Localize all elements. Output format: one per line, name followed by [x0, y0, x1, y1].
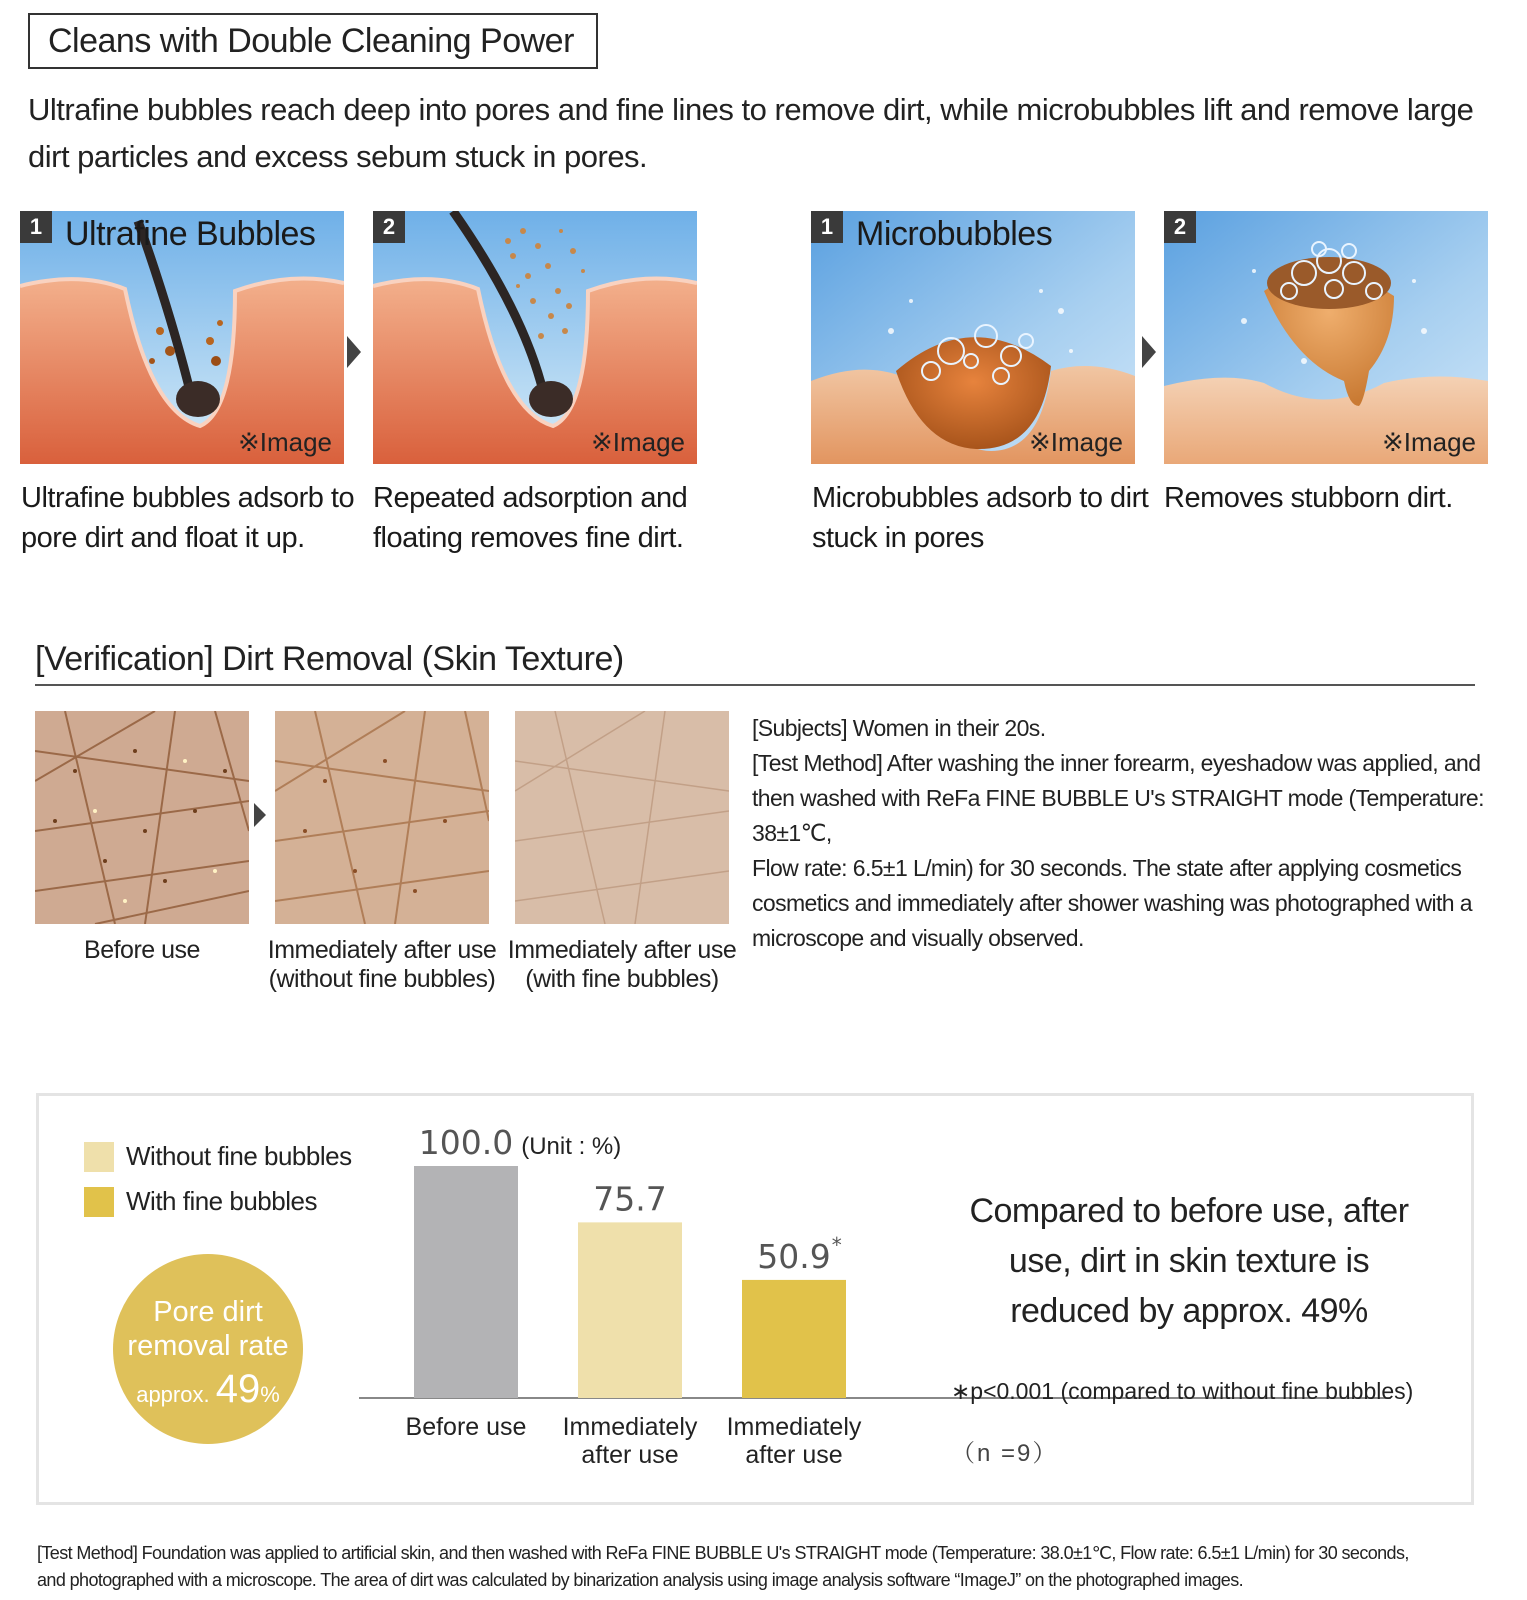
x-tick-label: after use: [745, 1441, 843, 1469]
texture-with-caption: [507, 936, 737, 994]
x-tick-label: Before use: [405, 1413, 527, 1441]
caption-line: Repeated adsorption and: [373, 482, 688, 514]
caption-line: Ultrafine bubbles adsorb to: [21, 482, 355, 514]
microbubble-step1-caption: [812, 478, 1148, 558]
method-line: microscope and visually observed.: [752, 925, 1084, 951]
footnote-line: and photographed with a microscope. The area of dirt was calculated by binarization analysis using image analysis software “ImageJ” on the photographed images.: [37, 1570, 1244, 1590]
bar: [414, 1166, 518, 1398]
divider: [35, 684, 1475, 686]
x-tick-label: Immediately: [726, 1413, 862, 1441]
texture-before-image: [35, 711, 249, 924]
image-note: ※Image: [237, 427, 332, 457]
badge-value: 49: [215, 1367, 261, 1411]
significance-mark: *: [831, 1232, 842, 1257]
sample-size-note: （n =9）: [951, 1440, 1059, 1467]
caption-line: Immediately after use: [267, 936, 497, 964]
caption-line: Before use: [84, 936, 200, 964]
badge-unit: %: [260, 1382, 280, 1407]
texture-without-bubbles-image: [275, 711, 489, 924]
section-title-text: Cleans with Double Cleaning Power: [48, 21, 574, 60]
microbubble-step1-image: [811, 211, 1135, 464]
bar: [742, 1280, 846, 1398]
badge-line1: Pore dirt: [153, 1296, 263, 1328]
step-number-badge: 2: [1164, 211, 1196, 243]
image-note: ※Image: [590, 427, 685, 457]
step-arrow-icon: [347, 336, 361, 368]
step-number-badge: 2: [373, 211, 405, 243]
x-tick-label: after use: [581, 1441, 679, 1469]
pvalue-note: ∗p<0.001 (compared to without fine bubbles): [951, 1378, 1414, 1404]
ultrafine-step1-image: [20, 211, 344, 464]
caption-line: pore dirt and float it up.: [21, 522, 305, 554]
caption-line: floating removes fine dirt.: [373, 522, 684, 554]
method-line: Flow rate: 6.5±1 L/min) for 30 seconds. The state after applying cosmetics: [752, 855, 1462, 881]
texture-arrow-icon: [254, 803, 266, 827]
caption-line: (with fine bubbles): [525, 965, 719, 993]
verification-title: [Verification] Dirt Removal (Skin Texture): [35, 640, 624, 678]
microbubble-step2-image: [1164, 211, 1488, 464]
bar-value-label: 50.9: [757, 1236, 831, 1276]
footnote-line: [Test Method] Foundation was applied to artificial skin, and then washed with ReFa FINE BUBBLE U's STRAIGHT mode (Temperature: 38.0±1℃, Flow rate: 6.5±1 L/min) for 30 seconds,: [37, 1543, 1409, 1563]
bar: [578, 1222, 682, 1398]
caption-line: Removes stubborn dirt.: [1164, 482, 1453, 514]
step-arrow-icon: [1142, 336, 1156, 368]
verification-method-text: [752, 711, 1512, 956]
comparison-line: Compared to before use, after: [969, 1192, 1409, 1230]
texture-without-caption: [267, 936, 497, 994]
x-tick-label: Immediately: [562, 1413, 698, 1441]
bar-value-label: 75.7: [593, 1179, 667, 1219]
unit-label: (Unit : %): [521, 1133, 622, 1160]
caption-line: Microbubbles adsorb to dirt: [812, 482, 1149, 514]
ultrafine-step2-caption: [373, 478, 687, 558]
section-title: [28, 13, 598, 69]
comparison-line: use, dirt in skin texture is: [1008, 1242, 1370, 1280]
texture-before-caption: [27, 936, 257, 965]
microbubble-step2-caption: [1164, 478, 1453, 518]
ultrafine-title: Ultrafine Bubbles: [65, 215, 316, 253]
lead-paragraph: Ultrafine bubbles reach deep into pores and fine lines to remove dirt, while microbubbles lift and remove large dirt particles and excess sebum stuck in pores.: [28, 92, 1474, 174]
badge-line2: removal rate: [127, 1330, 289, 1362]
method-line: [Test Method] After washing the inner forearm, eyeshadow was applied, and: [752, 750, 1481, 776]
comparison-text: [969, 1186, 1409, 1336]
caption-line: (without fine bubbles): [268, 965, 496, 993]
legend-label: Without fine bubbles: [126, 1141, 352, 1171]
method-line: then washed with ReFa FINE BUBBLE U's STRAIGHT mode (Temperature: 38±1℃,: [752, 785, 1484, 846]
texture-with-bubbles-image: [515, 711, 729, 924]
step-number-badge: 1: [20, 211, 52, 243]
ultrafine-step2-image: [373, 211, 697, 464]
legend-label: With fine bubbles: [126, 1186, 317, 1216]
method-line: cosmetics and immediately after shower washing was photographed with a: [752, 890, 1472, 916]
comparison-line: reduced by approx. 49%: [1010, 1292, 1368, 1330]
method-line: [Subjects] Women in their 20s.: [752, 715, 1046, 741]
caption-line: Immediately after use: [507, 936, 737, 964]
ultrafine-step1-caption: [21, 478, 354, 558]
footnote: [37, 1540, 1517, 1594]
caption-line: stuck in pores: [812, 522, 984, 554]
image-note: ※Image: [1381, 427, 1476, 457]
image-note: ※Image: [1028, 427, 1123, 457]
bar-value-label: 100.0: [418, 1123, 514, 1162]
badge-prefix: approx.: [136, 1382, 210, 1407]
chart-panel: [36, 1093, 1474, 1505]
step-number-badge: 1: [811, 211, 843, 243]
microbubbles-title: Microbubbles: [856, 215, 1053, 253]
